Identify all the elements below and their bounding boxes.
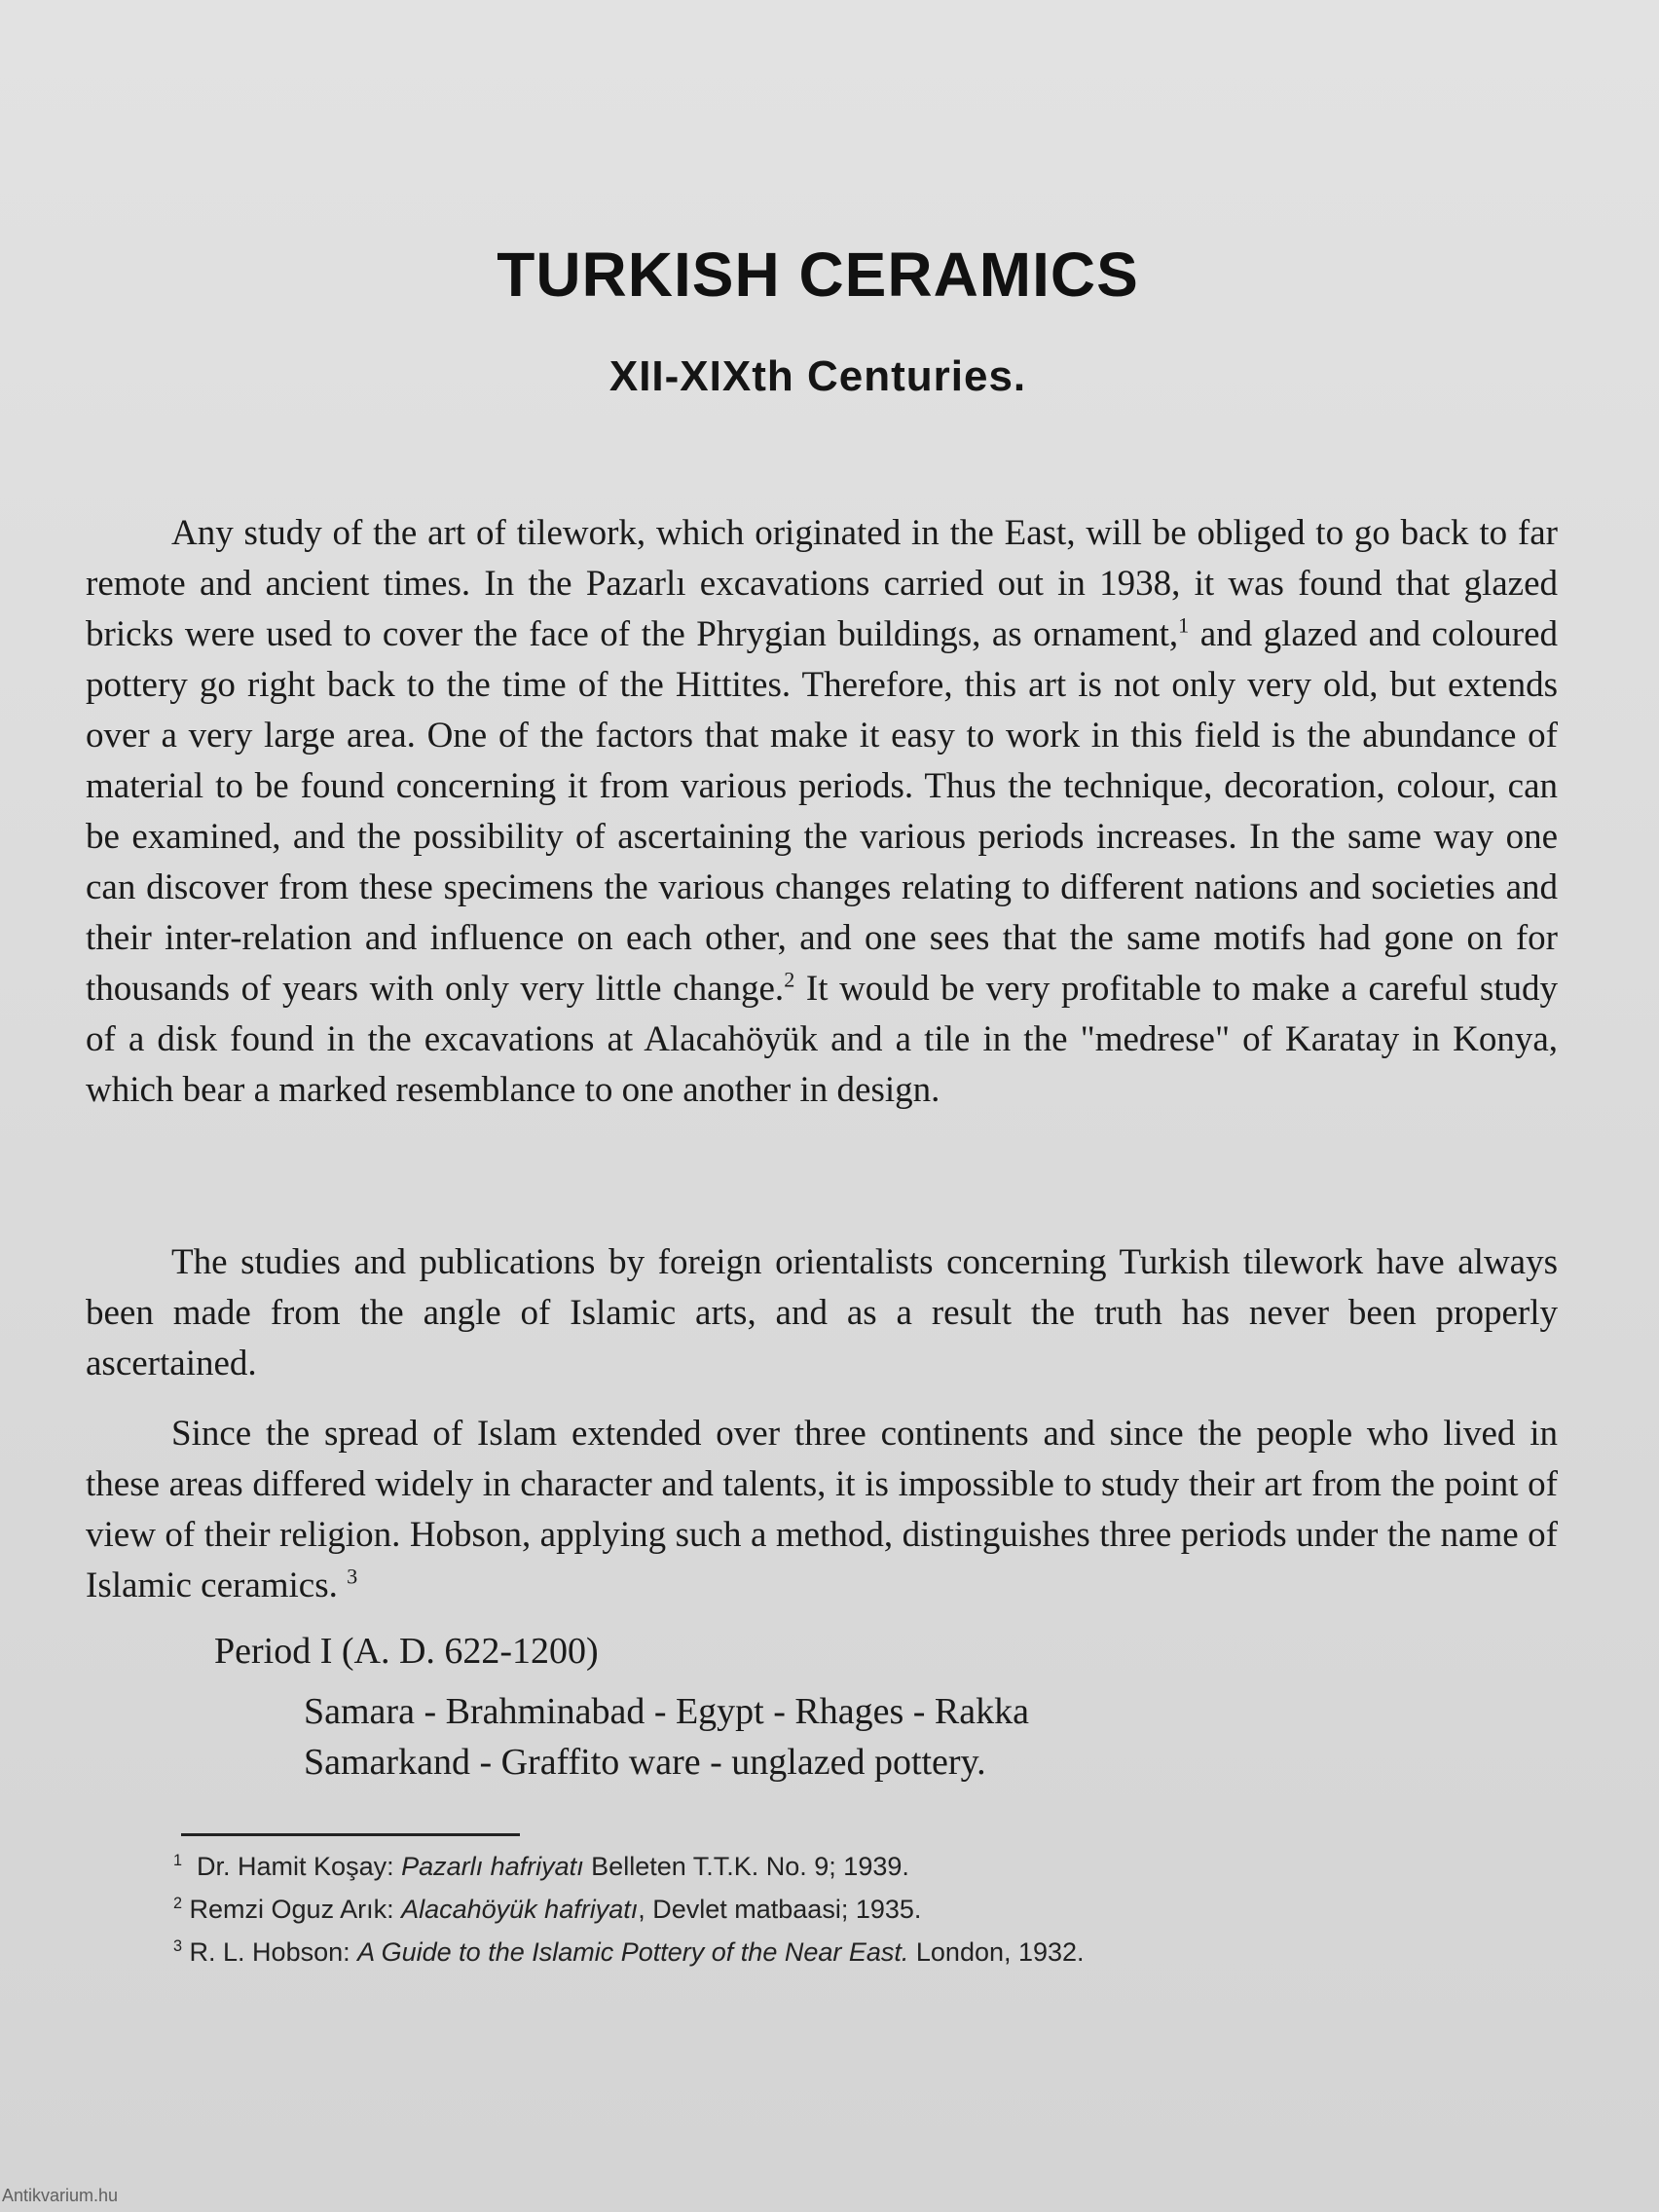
paragraph-1-text-c: It would be very profitable to make a careful study of a disk found in the excavations at Alacahöyük and a tile in the "medrese" of Karatay in Konya, which bear a marked resemblance to one another in design. xyxy=(86,969,1558,1110)
page-subtitle: XII-XIXth Centuries. xyxy=(608,352,1027,400)
footnote-3: $^3$ R. L. Hobson: A Guide to the Islamic Pottery of the Near East. London, 1932. xyxy=(173,1937,1085,1967)
footnote-ref-2: 2 xyxy=(784,967,795,992)
footnote-2: $^2$ Remzi Oguz Arık: Alacahöyük hafriyatı, Devlet matbaasi; 1935. xyxy=(173,1895,922,1924)
body-paragraph-2 xyxy=(86,1237,1558,1389)
footnote-divider xyxy=(181,1833,520,1836)
paragraph-1-text-b: and glazed and coloured pottery go right back to the time of the Hittites. Therefore, this art is not only very old, but extends over a very large area. One of the factors that make it easy to work in this field is the abundance of material to be found concerning it from various periods. Thus the technique, decoration, colour, can be examined, and the possibility of ascertaining the various periods increases. In the same way one can discover from these specimens the various changes relating to different nations and societies and their inter-relation and influence on each other, and one sees that the same motifs had gone on for thousands of years with only very little change. xyxy=(86,614,1559,1009)
watermark: Antikvarium.hu xyxy=(2,2186,119,2205)
period-line-2: Samarkand - Graffito ware - unglazed pottery. xyxy=(304,1742,986,1783)
paragraph-3-text: Since the spread of Islam extended over three continents and since the people who lived in these areas differed widely in character and talents, it is impossible to study their art from the point of view of their religion. Hobson, applying such a method, distinguishes three periods under the name of Islamic ceramics. xyxy=(86,1414,1558,1605)
paragraph-2-text: The studies and publications by foreign orientalists concerning Turkish tilework have always been made from the angle of Islamic arts, and as a result the truth has never been properly ascertained. xyxy=(86,1242,1558,1383)
footnote-ref-3: 3 xyxy=(347,1564,358,1589)
body-paragraph-3 xyxy=(86,1409,1558,1611)
footnotes xyxy=(173,1845,1085,1973)
footnote-1: $^1$ Dr. Hamit Koşay: Pazarlı hafriyatı Belleten T.T.K. No. 9; 1939. xyxy=(173,1852,909,1881)
paragraph-1-text: Any study of the art of tilework, which originated in the East, will be obliged to go back to far remote and ancient times. In the Pazarlı excavations carried out in 1938, it was found that glazed bricks were used to cover the face of the Phrygian buildings, as ornament, xyxy=(86,513,1558,654)
period-line-1: Samara - Brahminabad - Egypt - Rhages - Rakka xyxy=(304,1691,1029,1732)
period-heading: Period I (A. D. 622-1200) xyxy=(214,1631,599,1672)
page-title: TURKISH CERAMICS xyxy=(497,240,1139,310)
body-paragraph-1 xyxy=(86,508,1558,1116)
period-places xyxy=(304,1686,1029,1788)
footnote-ref-1: 1 xyxy=(1178,612,1190,638)
